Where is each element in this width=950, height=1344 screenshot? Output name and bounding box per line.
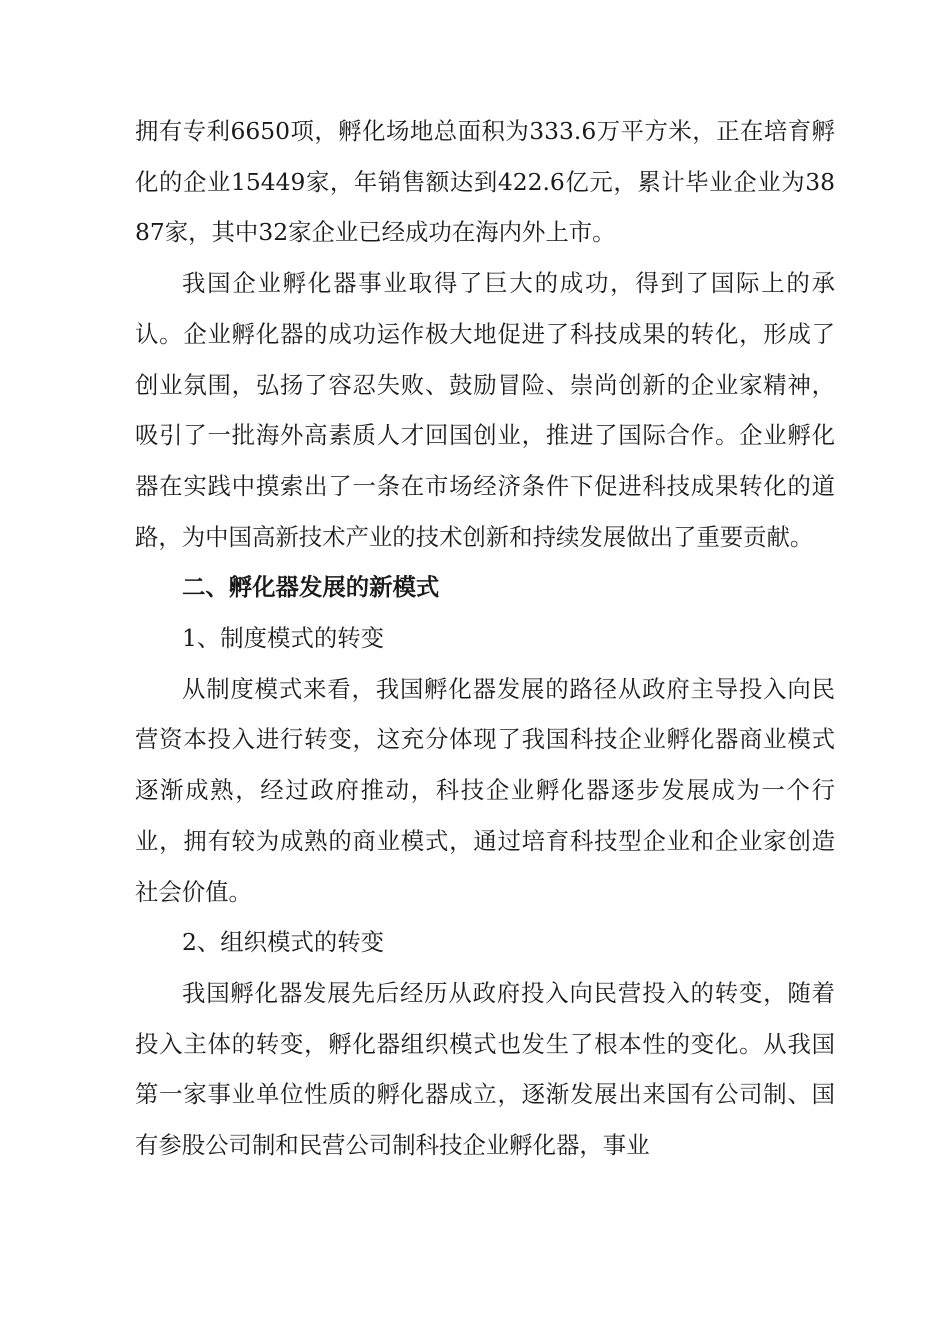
subheading-organizational-model: 2、组织模式的转变	[182, 928, 385, 957]
subheading-institutional-model: 1、制度模式的转变	[182, 624, 385, 653]
section-heading-new-models: 二、孵化器发展的新模式	[182, 573, 440, 602]
document-page	[135, 106, 835, 1171]
paragraph-institutional-model: 从制度模式来看，我国孵化器发展的路径从政府主导投入向民营资本投入进行转变，这充分体现了我国科技企业孵化器商业模式逐渐成熟，经过政府推动，科技企业孵化器逐步发展成为一个行业，拥有较为成熟的商业模式，通过培育科技型企业和企业家创造社会价值。	[135, 674, 835, 906]
paragraph-organizational-model: 我国孵化器发展先后经历从政府投入向民营投入的转变，随着投入主体的转变，孵化器组织模式也发生了根本性的变化。从我国第一家事业单位性质的孵化器成立，逐渐发展出来国有公司制、国有参股公司制和民营公司制科技企业孵化器，事业	[135, 978, 835, 1160]
paragraph-achievements: 我国企业孵化器事业取得了巨大的成功，得到了国际上的承认。企业孵化器的成功运作极大地促进了科技成果的转化，形成了创业氛围，弘扬了容忍失败、鼓励冒险、崇尚创新的企业家精神，吸引了一批海外高素质人才回国创业，推进了国际合作。企业孵化器在实践中摸索出了一条在市场经济条件下促进科技成果转化的道路，为中国高新技术产业的技术创新和持续发展做出了重要贡献。	[135, 269, 835, 551]
paragraph-statistics: 拥有专利6650项，孵化场地总面积为333.6万平方米，正在培育孵化的企业15449家，年销售额达到422.6亿元，累计毕业企业为3887家，其中32家企业已经成功在海内外上市。	[135, 117, 835, 247]
